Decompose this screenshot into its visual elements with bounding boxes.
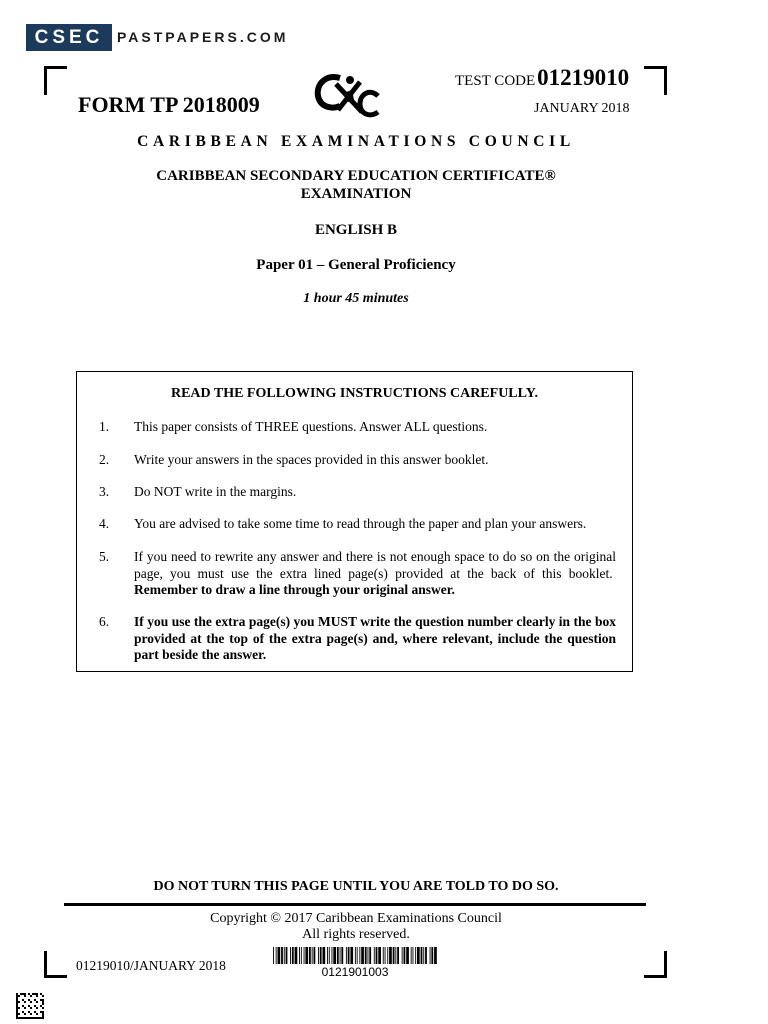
instruction-number: 4. [99,516,110,531]
datamatrix-module [36,995,38,997]
barcode-bar [350,947,353,964]
datamatrix-module [42,1003,44,1005]
datamatrix-module [22,1005,24,1007]
footer-divider [64,903,646,906]
barcode-bar [374,947,375,964]
datamatrix-module [22,993,24,995]
datamatrix-module [42,1013,44,1015]
barcode-bar [327,947,328,964]
barcode-bar [385,947,386,964]
barcode-bar [425,947,427,964]
instruction-number: 3. [99,484,110,499]
datamatrix-module [42,1011,44,1013]
barcode-bar [395,947,396,964]
datamatrix-module [24,1013,26,1015]
barcode-bar [340,947,341,964]
datamatrix-module [24,1007,26,1009]
datamatrix-module [24,1017,26,1019]
barcode-bar [337,947,339,964]
datamatrix-module [16,1011,18,1013]
instruction-text-regular: If you need to rewrite any answer and there is not enough space to do so on the original page, you must use the extra lined page(s) provided at the back of this booklet. [134,549,616,581]
barcode-bar [329,947,330,964]
datamatrix-module [42,1015,44,1017]
barcode-bar [278,947,281,964]
barcode-bar [309,947,311,964]
datamatrix-module [38,1017,40,1019]
test-code-number: 01219010 [537,65,630,90]
datamatrix-module [30,995,32,997]
duration: 1 hour 45 minutes [303,291,409,306]
barcode-bar [411,947,412,964]
datamatrix-module [16,997,18,999]
instruction-text [134,549,616,599]
instruction-text: Do NOT write in the margins. [134,484,297,499]
datamatrix-module [26,1017,28,1019]
datamatrix-module [22,1011,24,1013]
barcode-bar [318,947,319,964]
corner-mark-bottom-right [644,951,667,978]
barcode-bar [357,947,358,964]
rights-text: All rights reserved. [302,927,410,942]
barcode-bar [292,947,294,964]
instruction-text: Write your answers in the spaces provided in this answer booklet. [134,452,489,467]
barcode-bar [361,947,364,964]
barcode-bar [290,947,291,964]
barcode-bar [314,947,316,964]
datamatrix-module [16,1009,18,1011]
exam-date: JANUARY 2018 [534,101,630,116]
datamatrix-module [16,999,18,1001]
datamatrix-module [16,1017,18,1019]
datamatrix-module [28,1005,30,1007]
datamatrix-module [28,993,30,995]
paper-title: Paper 01 – General Proficiency [256,257,456,273]
barcode-bar [295,947,298,964]
corner-mark-top-right [644,66,667,95]
barcode-bar [376,947,378,964]
barcode-bar [320,947,322,964]
corner-mark-top-left [44,66,67,95]
datamatrix-module [24,993,26,995]
barcode-bar [286,947,288,964]
datamatrix-module [34,1011,36,1013]
instruction-number: 2. [99,452,110,467]
cxc-logo-icon [310,70,382,120]
datamatrix-module [18,1013,20,1015]
barcode-bar [434,947,437,964]
instructions-heading: READ THE FOLLOWING INSTRUCTIONS CAREFULLY. [170,386,539,401]
barcode-bar [276,947,277,964]
barcode-bar [378,947,381,964]
barcode-bar [430,947,431,964]
instruction-number: 5. [99,549,110,564]
datamatrix-code-icon [16,993,44,1019]
barcode-bar [299,947,300,964]
datamatrix-module [40,993,42,995]
datamatrix-module [34,1005,36,1007]
council-name: CARIBBEAN EXAMINATIONS COUNCIL [137,133,575,150]
datamatrix-module [16,1003,18,1005]
subject-title: ENGLISH B [314,222,398,238]
datamatrix-module [28,999,30,1001]
barcode-bar [333,947,336,964]
instructions-box [76,371,633,672]
datamatrix-module [30,1007,32,1009]
instruction-number: 1. [99,419,110,434]
barcode-bar [301,947,302,964]
datamatrix-module [36,1007,38,1009]
datamatrix-module [34,1017,36,1019]
datamatrix-module [20,1017,22,1019]
barcode-bar [389,947,392,964]
barcode-bar [346,947,347,964]
barcode-bar [417,947,420,964]
datamatrix-module [28,1017,30,1019]
datamatrix-module [42,1017,44,1019]
datamatrix-module [36,1017,38,1019]
datamatrix-module [16,1013,18,1015]
datamatrix-module [16,1007,18,1009]
datamatrix-module [40,1017,42,1019]
barcode-bar [387,947,388,964]
csec-logo[interactable]: CSEC [26,24,112,51]
instruction-text: You are advised to take some time to read through the paper and plan your answers. [134,516,587,531]
datamatrix-module [16,1005,18,1007]
barcode-bar [415,947,416,964]
do-not-turn-warning: DO NOT TURN THIS PAGE UNTIL YOU ARE TOLD TO DO SO. [153,879,559,894]
datamatrix-module [32,1017,34,1019]
instruction-text-bold: If you use the extra page(s) you MUST write the question number clearly in the box provided at the top of the extra page(s) and, where relevant, include the question part beside the answer. [134,614,616,662]
datamatrix-module [42,1007,44,1009]
barcode-bar [312,947,313,964]
datamatrix-module [16,993,18,995]
footer-code: 01219010/JANUARY 2018 [76,958,226,973]
barcode-bar [359,947,360,964]
barcode-bar [323,947,326,964]
barcode-bar [273,947,274,964]
datamatrix-module [42,1001,44,1003]
barcode-icon [273,947,437,964]
barcode-bar [355,947,356,964]
barcode-bar [423,947,424,964]
datamatrix-module [18,1007,20,1009]
datamatrix-module [40,999,42,1001]
datamatrix-module [22,1017,24,1019]
datamatrix-module [34,993,36,995]
barcode-bar [348,947,350,964]
datamatrix-module [16,995,18,997]
datamatrix-module [42,995,44,997]
datamatrix-module [22,999,24,1001]
datamatrix-module [30,1001,32,1003]
datamatrix-module [40,1011,42,1013]
barcode-bar [332,947,333,964]
barcode-bar [369,947,371,964]
datamatrix-module [34,999,36,1001]
barcode-bar [393,947,395,964]
barcode-number: 0121901003 [321,965,389,979]
datamatrix-module [24,1001,26,1003]
barcode-bar [421,947,423,964]
datamatrix-module [42,999,44,1001]
test-code-label: TEST CODE [455,73,536,89]
form-code: FORM TP 2018009 [78,92,260,117]
datamatrix-module [20,993,22,995]
instruction-number: 6. [99,614,110,629]
barcode-bar [281,947,283,964]
barcode-bar [431,947,433,964]
certificate-title: CARIBBEAN SECONDARY EDUCATION CERTIFICATE® [156,168,556,184]
barcode-bar [397,947,399,964]
datamatrix-module [18,995,20,997]
copyright-text: Copyright © 2017 Caribbean Examinations Council [210,911,502,926]
corner-mark-bottom-left [44,951,67,978]
datamatrix-module [40,1005,42,1007]
barcode-bar [383,947,384,964]
datamatrix-module [36,1001,38,1003]
datamatrix-module [32,993,34,995]
test-code [455,65,629,91]
barcode-bar [404,947,406,964]
datamatrix-module [18,1001,20,1003]
examination-title: EXAMINATION [300,186,412,202]
barcode-bar [365,947,367,964]
barcode-bar [413,947,414,964]
datamatrix-module [36,993,38,995]
barcode-bar [402,947,403,964]
instruction-text: This paper consists of THREE questions. Answer ALL questions. [134,419,488,434]
datamatrix-module [30,1013,32,1015]
datamatrix-module [30,1017,32,1019]
barcode-bar [305,947,308,964]
datamatrix-module [28,1011,30,1013]
barcode-bar [284,947,285,964]
barcode-bar [304,947,305,964]
barcode-bar [406,947,409,964]
datamatrix-module [16,1015,18,1017]
datamatrix-module [24,995,26,997]
instruction-text-bold: Remember to draw a line through your original answer. [134,582,455,597]
barcode-bar [341,947,343,964]
datamatrix-module [16,1001,18,1003]
site-name[interactable]: PASTPAPERS.COM [117,29,289,45]
datamatrix-module [36,1013,38,1015]
datamatrix-module [18,1017,20,1019]
barcode-bar [368,947,369,964]
